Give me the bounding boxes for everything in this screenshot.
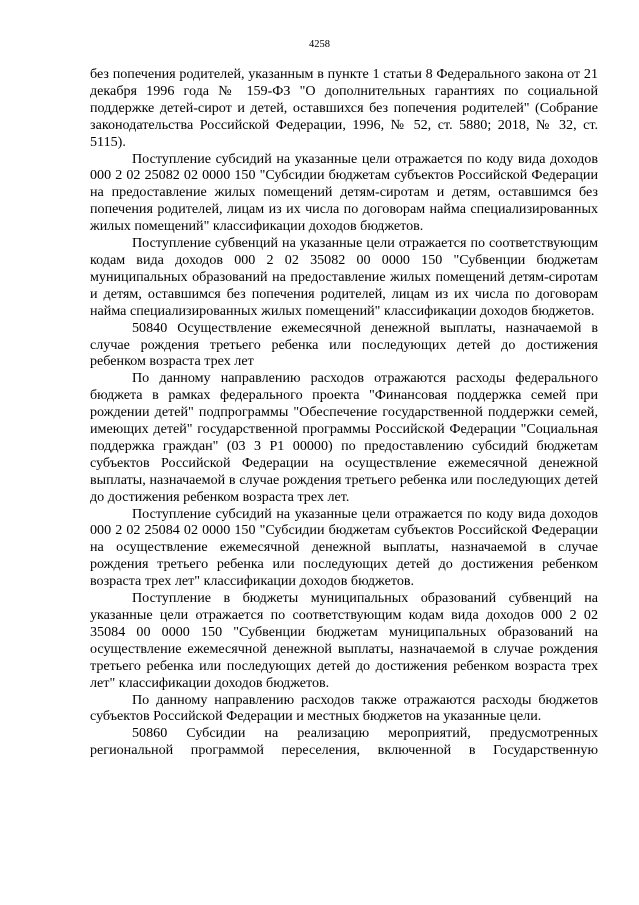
paragraph-regional-expenses: По данному направлению расходов также отражаются расходы бюджетов субъектов Российской Федерации и местных бюджетов на указанные цели. [90, 691, 598, 725]
paragraph-subventions-35084: Поступление в бюджеты муниципальных образований субвенций на указанные цели отражается по соответствующим кодам вида доходов 000 2 02 35084 00 0000 150 "Субвенции бюджетам муниципальных образований на осуществление ежемесячной денежной выплаты, назначаемой в случае рождения третьего ребенка или последующих детей до достижения ребенком возраста трех лет" классификации доходов бюджетов. [90, 590, 598, 691]
section-heading-50860: 50860 Субсидии на реализацию мероприятий, предусмотренных региональной программой переселения, включенной в Государственную [90, 725, 598, 759]
paragraph-subsidies-25082: Поступление субсидий на указанные цели отражается по коду вида доходов 000 2 02 25082 02 0000 150 "Субсидии бюджетам субъектов Российской Федерации на предоставление жилых помещений детям-сиротам и детям, оставшимся без попечения родителей, лицам из их числа по договорам найма специализированных жилых помещений" классификации доходов бюджетов. [90, 150, 598, 235]
paragraph-continuation: без попечения родителей, указанным в пункте 1 статьи 8 Федерального закона от 21 декабря 1996 года № 159-ФЗ "О дополнительных гарантиях по социальной поддержке детей-сирот и детей, оставшихся без попечения родителей" (Собрание законодательства Российской Федерации, 1996, № 52, ст. 5880; 2018, № 32, ст. 5115). [90, 66, 598, 150]
section-heading-50840: 50840 Осуществление ежемесячной денежной выплаты, назначаемой в случае рождения третьего ребенка или последующих детей до достижения ребенком возраста трех лет [90, 319, 598, 370]
document-body [90, 66, 598, 759]
paragraph-expenses-50840: По данному направлению расходов отражаются расходы федерального бюджета в рамках федерального проекта "Финансовая поддержка семей при рождении детей" подпрограммы "Обеспечение государственной поддержки семей, имеющих детей" государственной программы Российской Федерации "Социальная поддержка граждан" (03 3 P1 00000) по предоставлению субсидий бюджетам субъектов Российской Федерации на осуществление ежемесячной денежной выплаты, назначаемой в случае рождения третьего ребенка или последующих детей до достижения ребенком возраста трех лет. [90, 370, 598, 505]
paragraph-subsidies-25084: Поступление субсидий на указанные цели отражается по коду вида доходов 000 2 02 25084 02 0000 150 "Субсидии бюджетам субъектов Российской Федерации на осуществление ежемесячной денежной выплаты, назначаемой в случае рождения третьего ребенка или последующих детей до достижения ребенком возраста трех лет" классификации доходов бюджетов. [90, 505, 598, 590]
page-number: 4258 [309, 39, 330, 50]
paragraph-subventions-35082: Поступление субвенций на указанные цели отражается по соответствующим кодам вида доходов 000 2 02 35082 00 0000 150 "Субвенции бюджетам муниципальных образований на предоставление жилых помещений детям-сиротам и детям, оставшимся без попечения родителей, лицам из их числа по договорам найма специализированных жилых помещений" классификации доходов бюджетов. [90, 235, 598, 319]
